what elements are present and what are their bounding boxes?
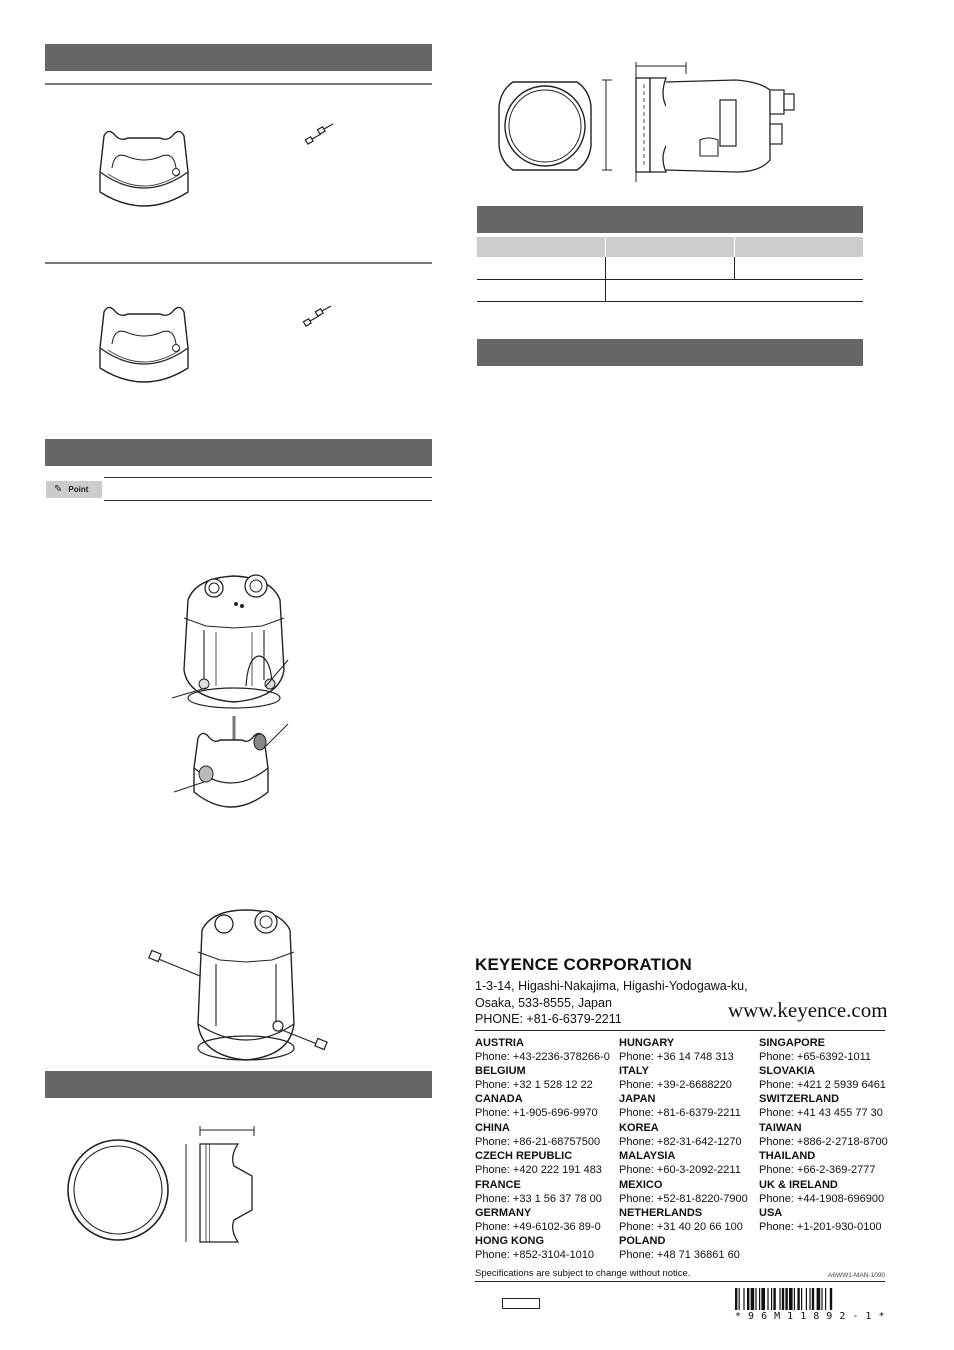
office-uk-ireland: UK & IRELAND Phone: +44-1908-696900 (759, 1179, 885, 1205)
spec-change-notice: Specifications are subject to change without notice. (475, 1268, 691, 1279)
barcode-bar (767, 1288, 768, 1310)
point-label: Point (68, 485, 89, 494)
barcode-bar (809, 1288, 810, 1310)
barcode-bar (743, 1288, 744, 1310)
spec-table-header-row (477, 237, 863, 257)
camera-side-view-drawing (600, 60, 802, 188)
spec-table-row-1-divider-2 (734, 257, 735, 279)
company-address-line1: 1-3-14, Higashi-Nakajima, Higashi-Yodogawa-ku, (475, 979, 748, 993)
barcode-bar (739, 1288, 740, 1310)
office-austria: AUSTRIA Phone: +43-2236-378266-0 (475, 1037, 610, 1063)
barcode-bar (830, 1288, 832, 1310)
barcode-bar (821, 1288, 822, 1310)
office-thailand: THAILAND Phone: +66-2-369-2777 (759, 1150, 876, 1176)
office-hungary: HUNGARY Phone: +36 14 748 313 (619, 1037, 734, 1063)
section-band-1 (45, 44, 432, 71)
point-rule-top (104, 477, 432, 478)
pencil-icon: ✎ (54, 484, 63, 495)
office-canada: CANADA Phone: +1-905-696-9970 (475, 1093, 598, 1119)
office-poland: POLAND Phone: +48 71 36861 60 (619, 1235, 740, 1261)
office-netherlands: NETHERLANDS Phone: +31 40 20 66 100 (619, 1207, 743, 1233)
divider-rule-2 (45, 262, 432, 264)
office-mexico: MEXICO Phone: +52-81-8220-7900 (619, 1179, 748, 1205)
section-band-5 (477, 339, 863, 366)
barcode-bar (735, 1288, 737, 1310)
barcode-bar (771, 1288, 772, 1310)
spec-table-header-divider-1 (605, 237, 606, 257)
company-phone: PHONE: +81-6-6379-2211 (475, 1012, 622, 1026)
empty-box (502, 1298, 540, 1309)
barcode-bar (817, 1288, 821, 1310)
company-website[interactable]: www.keyence.com (728, 998, 888, 1022)
callout-line-left-1 (170, 680, 210, 700)
spec-table-row-1 (477, 257, 863, 280)
office-germany: GERMANY Phone: +49-6102-36 89-0 (475, 1207, 601, 1233)
divider-rule-1 (45, 83, 432, 85)
footer-divider (475, 1281, 885, 1282)
spec-table-header-divider-2 (734, 237, 735, 257)
office-taiwan: TAIWAN Phone: +886-2-2718-8700 (759, 1122, 888, 1148)
screws-illustration-2 (302, 306, 334, 334)
office-usa: USA Phone: +1-201-930-0100 (759, 1207, 882, 1233)
office-czech-republic: CZECH REPUBLIC Phone: +420 222 191 483 (475, 1150, 602, 1176)
barcode-bar (801, 1288, 802, 1310)
barcode-bar (759, 1288, 760, 1310)
barcode-bar (761, 1288, 765, 1310)
office-italy: ITALY Phone: +39-2-6688220 (619, 1065, 732, 1091)
office-belgium: BELGIUM Phone: +32 1 528 12 22 (475, 1065, 593, 1091)
barcode-bar (755, 1288, 756, 1310)
ring-side-view-drawing (180, 1126, 264, 1248)
company-divider (475, 1030, 885, 1031)
barcode-bar (747, 1288, 749, 1310)
point-badge (46, 481, 102, 498)
barcode-text: * 9 6 M 1 1 8 9 2 - 1 * (735, 1311, 885, 1322)
barcode-bar (751, 1288, 755, 1310)
office-japan: JAPAN Phone: +81-6-6379-2211 (619, 1093, 741, 1119)
office-slovakia: SLOVAKIA Phone: +421 2 5939 6461 (759, 1065, 886, 1091)
barcode-bar (812, 1288, 814, 1310)
office-korea: KOREA Phone: +82-31-642-1270 (619, 1122, 742, 1148)
screws-illustration-1 (304, 124, 336, 152)
office-malaysia: MALAYSIA Phone: +60-3-2092-2211 (619, 1150, 741, 1176)
company-address-line2: Osaka, 533-8555, Japan (475, 996, 612, 1010)
point-rule-bottom (104, 500, 432, 501)
barcode-bar (785, 1288, 787, 1310)
callout-line-right-2 (262, 720, 292, 750)
barcode-bar (782, 1288, 784, 1310)
document-code: A6WW1-MAN-1090 (828, 1272, 886, 1279)
camera-front-view-drawing (497, 76, 593, 176)
hood-attachment-illustration-2 (96, 300, 192, 390)
barcode-bar (773, 1288, 775, 1310)
barcode (735, 1288, 885, 1312)
office-china: CHINA Phone: +86-21-68757500 (475, 1122, 601, 1148)
barcode-bar (789, 1288, 793, 1310)
section-band-3 (45, 1071, 432, 1098)
barcode-bar (794, 1288, 795, 1310)
spec-table-row-1-divider-1 (605, 257, 606, 279)
callout-line-right-1 (262, 650, 292, 690)
company-name: KEYENCE CORPORATION (475, 955, 692, 974)
barcode-bar (806, 1288, 807, 1310)
office-hong-kong: HONG KONG Phone: +852-3104-1010 (475, 1235, 594, 1261)
spec-table-row-2 (477, 280, 863, 302)
section-band-4 (477, 206, 863, 233)
office-singapore: SINGAPORE Phone: +65-6392-1011 (759, 1037, 872, 1063)
barcode-bar (797, 1288, 799, 1310)
spec-table-row-2-divider (605, 280, 606, 301)
ring-front-view-drawing (66, 1138, 170, 1242)
hood-illustration-3 (190, 728, 272, 816)
assembled-camera-illustration (150, 906, 334, 1066)
office-switzerland: SWITZERLAND Phone: +41 43 455 77 30 (759, 1093, 883, 1119)
section-band-2 (45, 439, 432, 466)
barcode-bar (825, 1288, 826, 1310)
office-france: FRANCE Phone: +33 1 56 37 78 00 (475, 1179, 602, 1205)
hood-attachment-illustration-1 (96, 124, 192, 214)
callout-line-left-2 (172, 776, 208, 794)
barcode-bar (779, 1288, 780, 1310)
